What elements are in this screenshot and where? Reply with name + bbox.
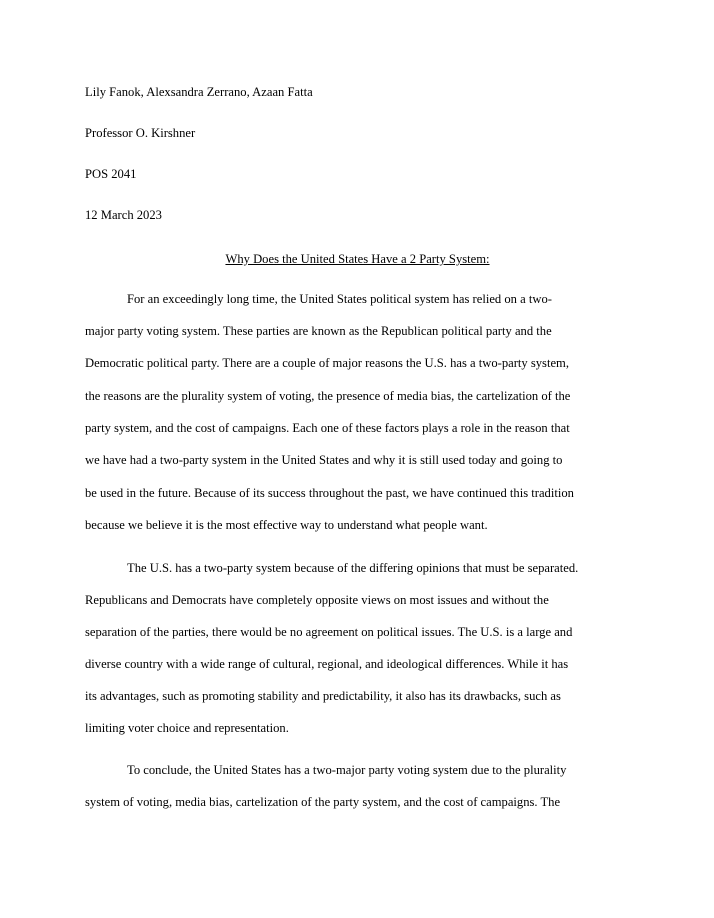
paragraph-line: system of voting, media bias, cartelization of the party system, and the cost of campaigns. The bbox=[85, 795, 561, 809]
document-page bbox=[85, 0, 630, 918]
essay-title: Why Does the United States Have a 2 Party System: bbox=[225, 252, 490, 266]
paragraph-line: limiting voter choice and representation. bbox=[85, 721, 289, 735]
author-names: Lily Fanok, Alexsandra Zerrano, Azaan Fatta bbox=[85, 85, 313, 99]
paragraph-line: be used in the future. Because of its success throughout the past, we have continued this tradition bbox=[85, 486, 574, 500]
paragraph-line: Democratic political party. There are a couple of major reasons the U.S. has a two-party system, bbox=[85, 356, 569, 370]
paragraph-line: its advantages, such as promoting stability and predictability, it also has its drawbacks, such as bbox=[85, 689, 561, 703]
paragraph-line: because we believe it is the most effective way to understand what people want. bbox=[85, 518, 488, 532]
course-code: POS 2041 bbox=[85, 167, 137, 181]
submission-date: 12 March 2023 bbox=[85, 208, 162, 222]
paragraph-line: The U.S. has a two-party system because of the differing opinions that must be separated. bbox=[127, 561, 579, 575]
paragraph-line: the reasons are the plurality system of voting, the presence of media bias, the cartelization of the bbox=[85, 389, 571, 403]
paragraph-line: diverse country with a wide range of cultural, regional, and ideological differences. While it has bbox=[85, 657, 569, 671]
paragraph-line: For an exceedingly long time, the United States political system has relied on a two- bbox=[127, 292, 552, 306]
paragraph-line: separation of the parties, there would be no agreement on political issues. The U.S. is a large and bbox=[85, 625, 573, 639]
paragraph-line: major party voting system. These parties are known as the Republican political party and the bbox=[85, 324, 552, 338]
paragraph-line: To conclude, the United States has a two-major party voting system due to the plurality bbox=[127, 763, 567, 777]
paragraph-line: we have had a two-party system in the United States and why it is still used today and going to bbox=[85, 453, 563, 467]
paragraph-line: party system, and the cost of campaigns. Each one of these factors plays a role in the reason that bbox=[85, 421, 570, 435]
professor-name: Professor O. Kirshner bbox=[85, 126, 196, 140]
paragraph-line: Republicans and Democrats have completely opposite views on most issues and without the bbox=[85, 593, 549, 607]
